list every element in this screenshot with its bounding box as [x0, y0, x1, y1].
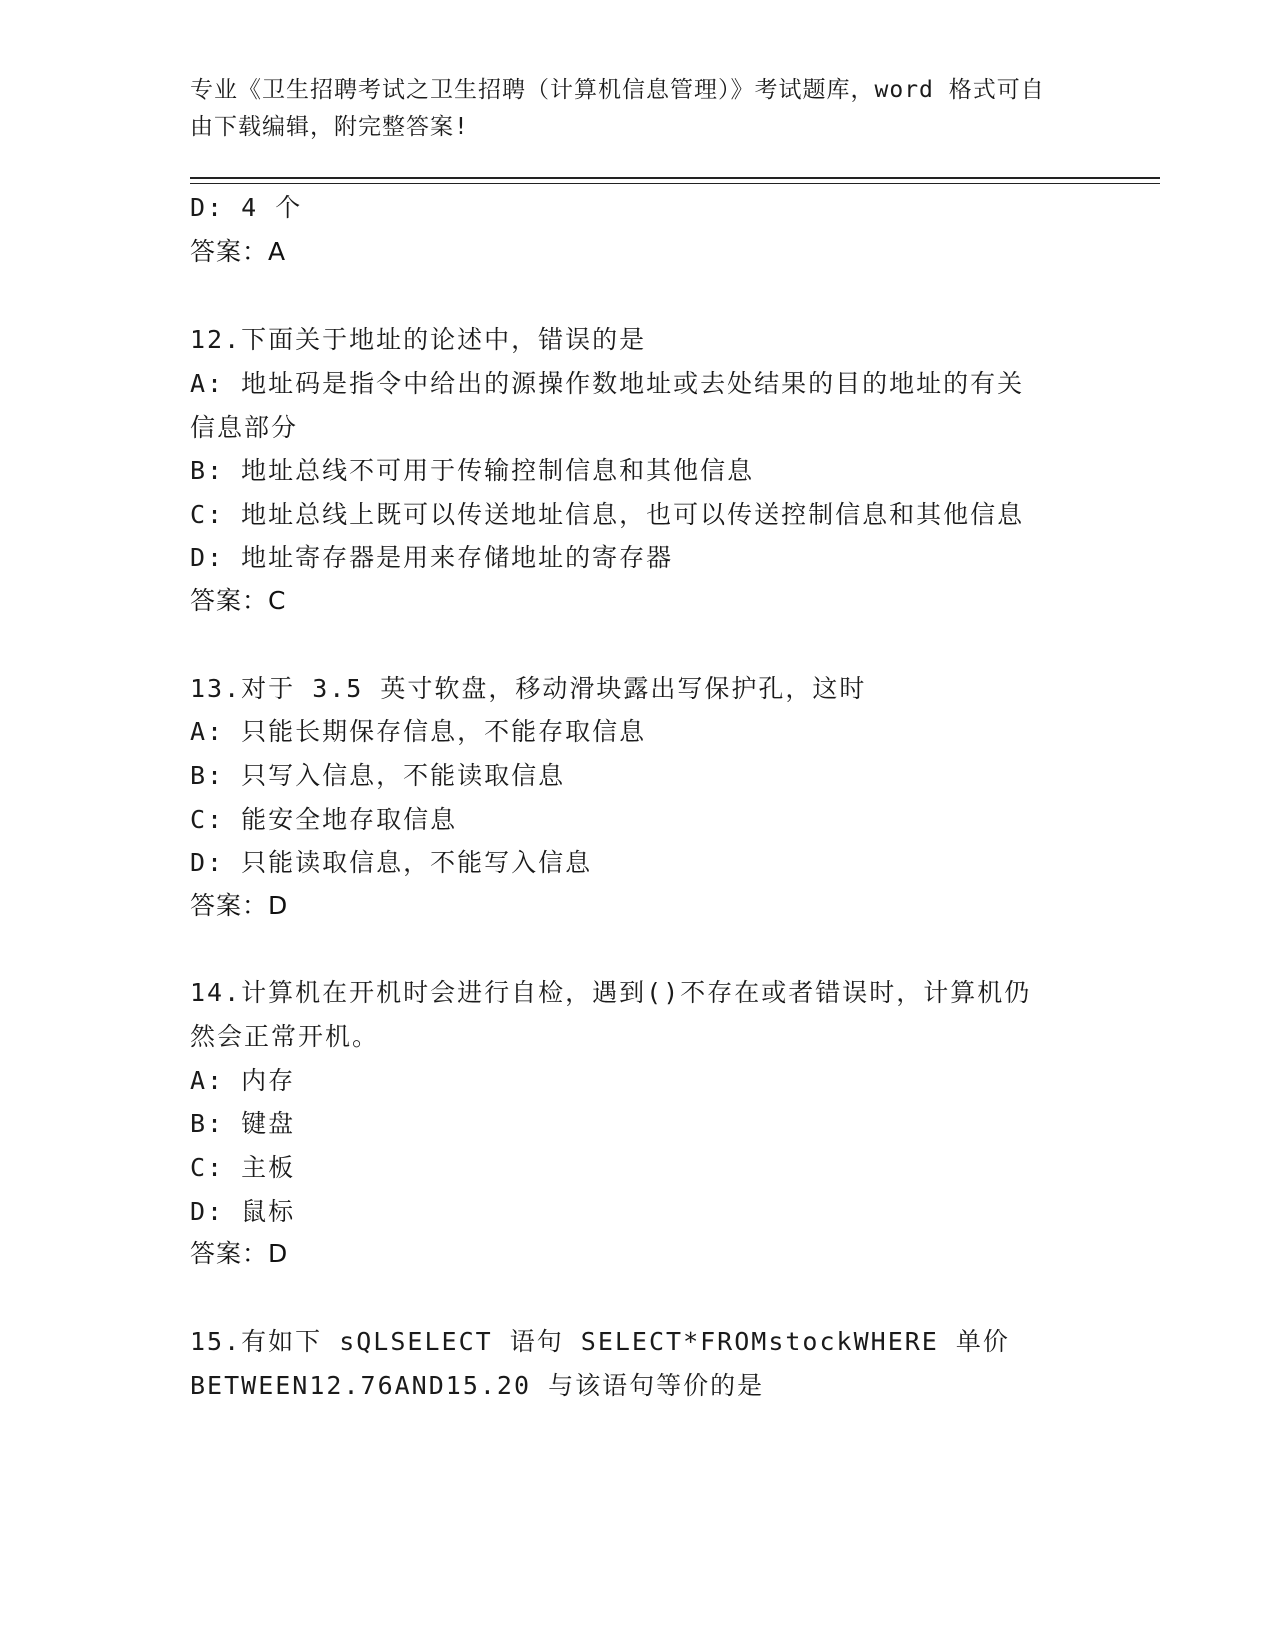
question-15-stem-cont: BETWEEN12.76AND15.20 与该语句等价的是 [190, 1371, 765, 1400]
question-14-answer: 答案：D [190, 1239, 289, 1268]
header-line-2: 由下载编辑，附完整答案! [190, 114, 469, 140]
question-14-option-d: D: 鼠标 [190, 1197, 296, 1226]
question-13-option-b: B: 只写入信息，不能读取信息 [190, 761, 566, 790]
question-12-stem: 12.下面关于地址的论述中，错误的是 [190, 325, 647, 354]
question-13-answer: 答案：D [190, 891, 289, 920]
question-12-option-b: B: 地址总线不可用于传输控制信息和其他信息 [190, 456, 755, 485]
question-14-stem-cont: 然会正常开机。 [190, 1022, 380, 1051]
question-13-option-a: A: 只能长期保存信息，不能存取信息 [190, 717, 647, 746]
question-15-stem: 15.有如下 sQLSELECT 语句 SELECT*FROMstockWHERE 单价 [190, 1327, 1010, 1356]
question-13-option-d: D: 只能读取信息，不能写入信息 [190, 848, 593, 877]
question-13-option-c: C: 能安全地存取信息 [190, 805, 458, 834]
question-12-option-a: A: 地址码是指令中给出的源操作数地址或去处结果的目的地址的有关 [190, 369, 1025, 398]
question-12-answer: 答案：C [190, 586, 287, 615]
header-divider-thick [190, 177, 1160, 179]
question-12-option-a-cont: 信息部分 [190, 413, 299, 442]
question-12-option-d: D: 地址寄存器是用来存储地址的寄存器 [190, 543, 674, 572]
question-14-stem: 14.计算机在开机时会进行自检，遇到()不存在或者错误时，计算机仍 [190, 978, 1032, 1007]
question-14-option-c: C: 主板 [190, 1153, 296, 1182]
prev-answer: 答案：A [190, 237, 287, 266]
question-12-option-c: C: 地址总线上既可以传送地址信息，也可以传送控制信息和其他信息 [190, 500, 1025, 529]
prev-option-d: D: 4 个 [190, 193, 303, 222]
question-13-stem: 13.对于 3.5 英寸软盘，移动滑块露出写保护孔，这时 [190, 674, 867, 703]
page-header [190, 72, 1090, 146]
question-14-option-a: A: 内存 [190, 1066, 296, 1095]
header-divider-thin [190, 183, 1160, 184]
header-line-1: 专业《卫生招聘考试之卫生招聘（计算机信息管理）》考试题库，word 格式可自 [190, 77, 1045, 103]
question-14-option-b: B: 键盘 [190, 1109, 296, 1138]
